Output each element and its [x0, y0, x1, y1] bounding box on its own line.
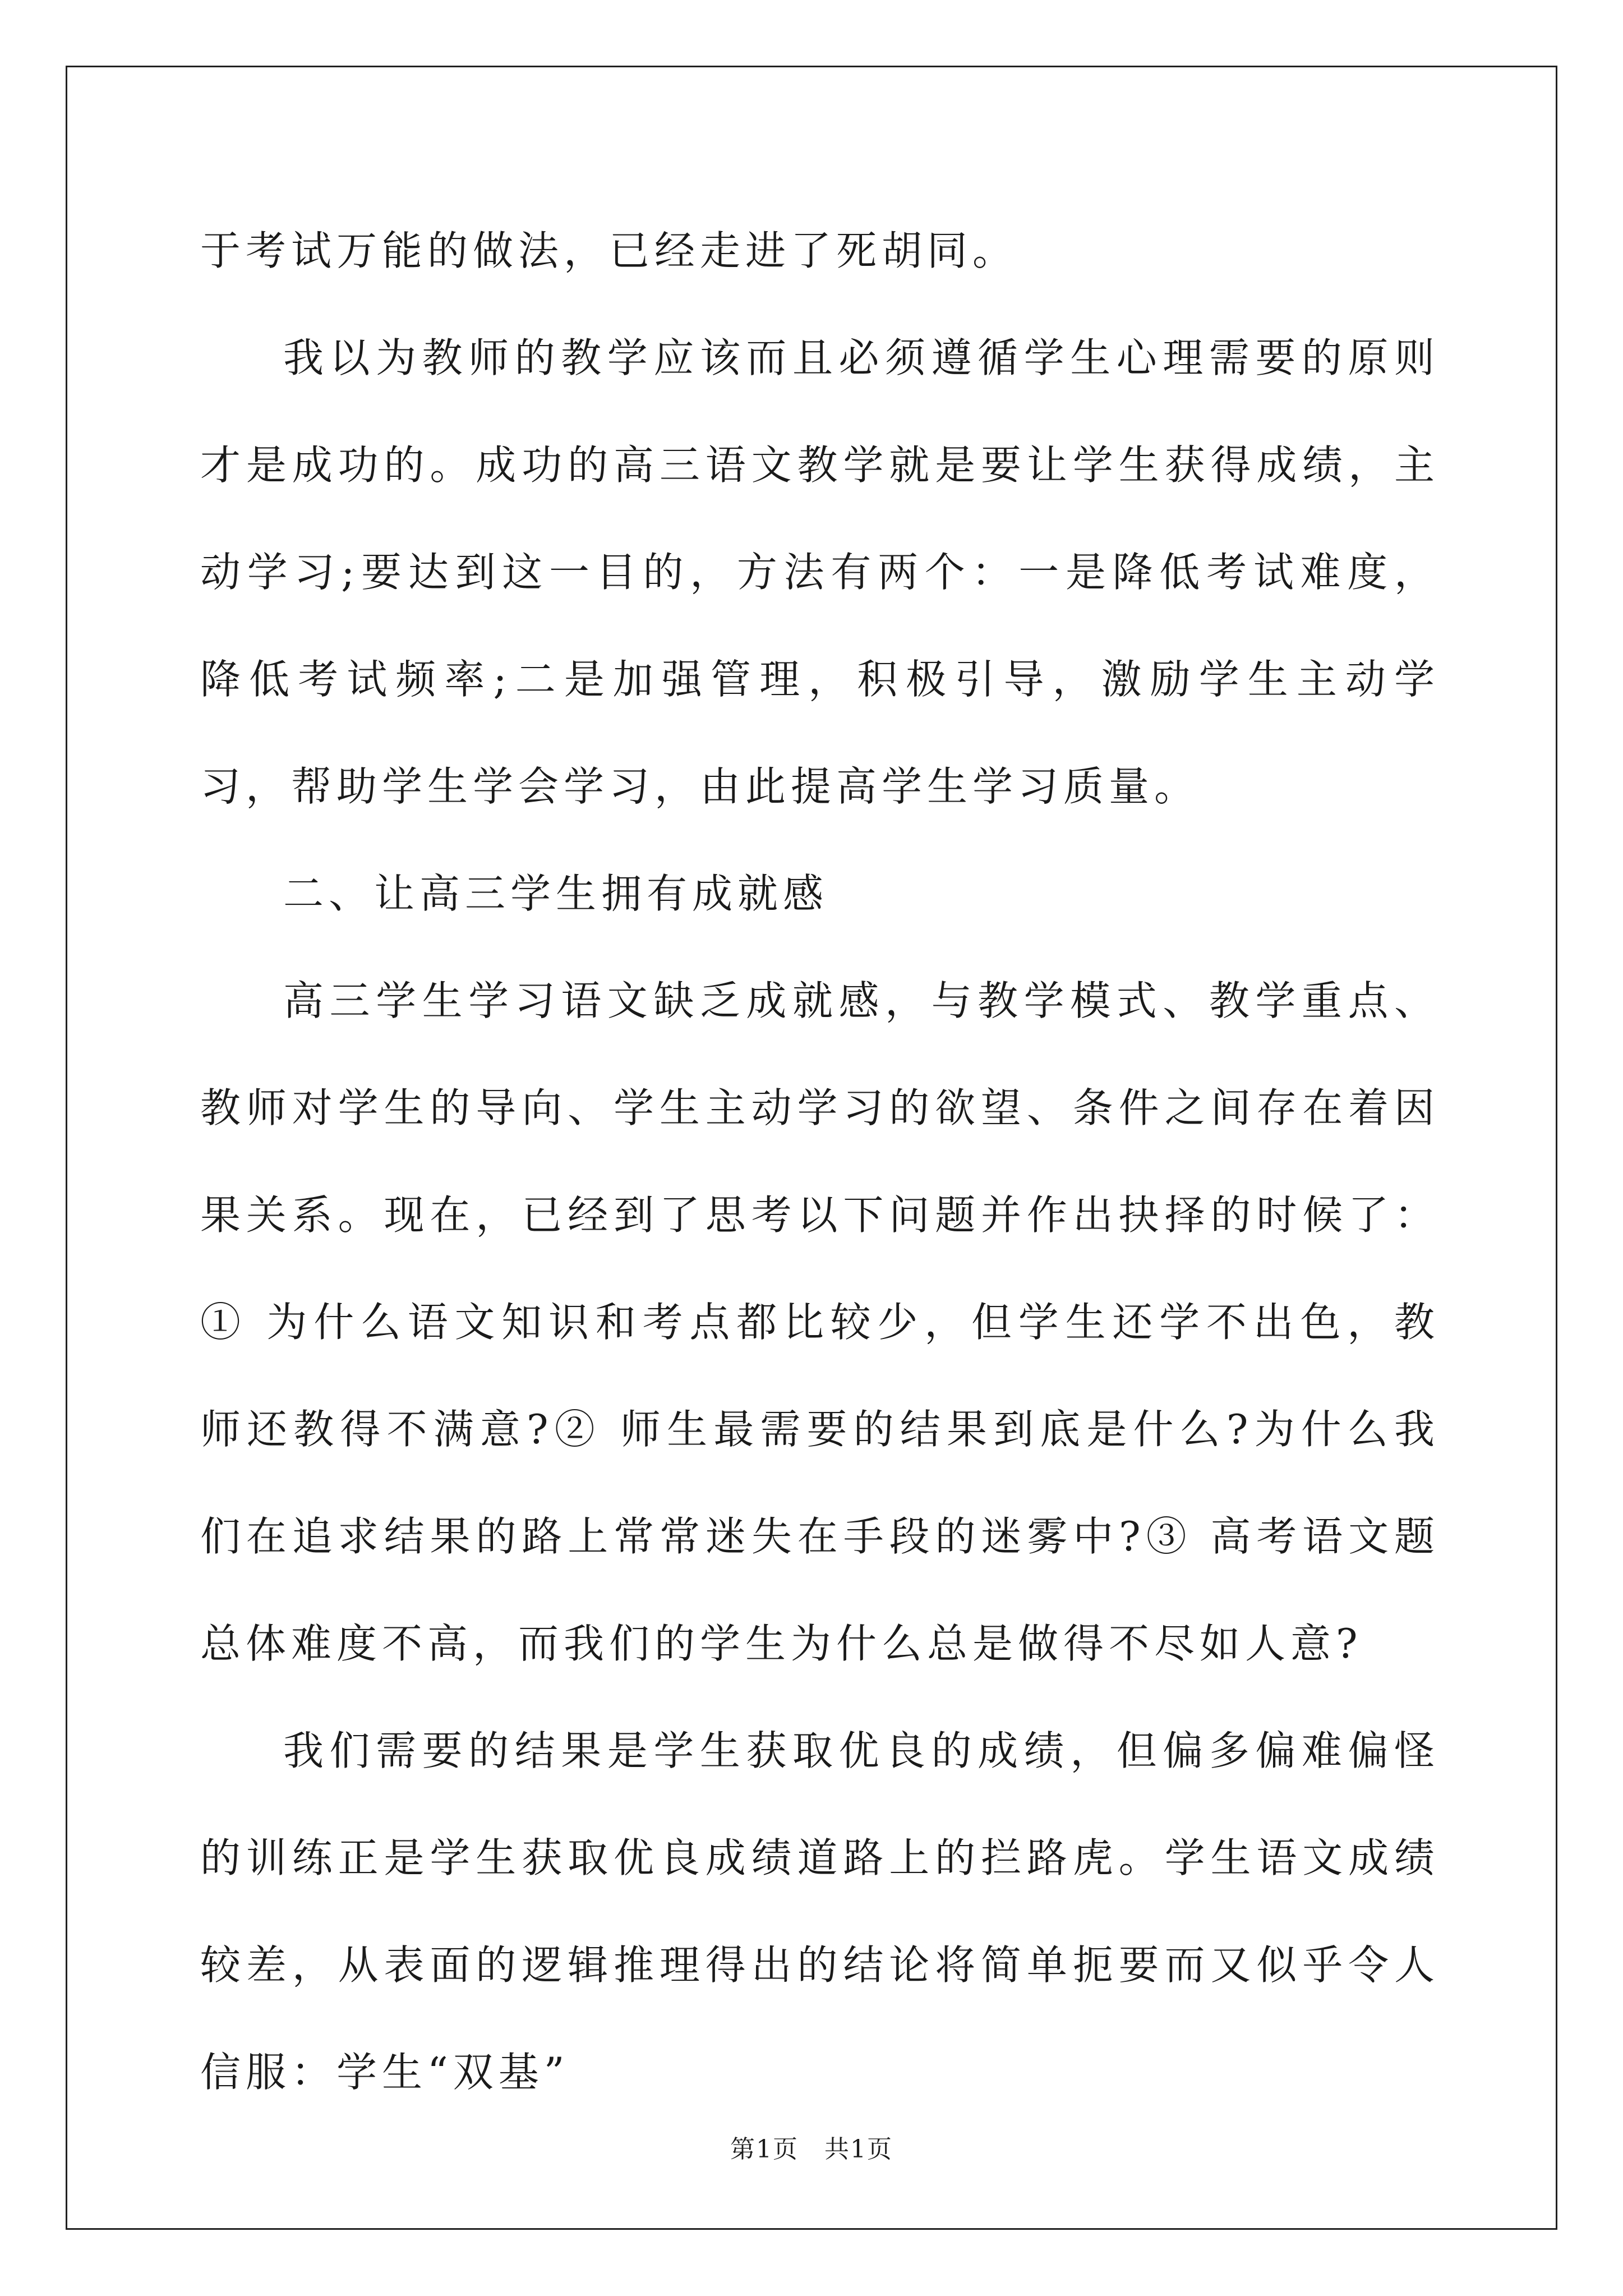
document-body [200, 197, 1440, 2126]
paragraph-achievement: 高三学生学习语文缺乏成就感，与教学模式、教学重点、教师对学生的导向、学生主动学习的欲望、条件之间存在着因果关系。现在，已经到了思考以下问题并作出抉择的时候了：① 为什么语文知识和考点都比较少，但学生还学不出色，教师还教得不满意?② 师生最需要的结果到底是什么?为什么我们在追求结果的路上常常迷失在手段的迷雾中?③ 高考语文题总体难度不高，而我们的学生为什么总是做得不尽如人意? [200, 977, 1440, 1667]
paragraph-results: 我们需要的结果是学生获取优良的成绩，但偏多偏难偏怪的训练正是学生获取优良成绩道路上的拦路虎。学生语文成绩较差，从表面的逻辑推理得出的结论将简单扼要而又似乎令人信服：学生“双基” [200, 1727, 1440, 2096]
section-heading: 二、让高三学生拥有成就感 [283, 870, 829, 917]
page-number: 第1页 共1页 [730, 2135, 893, 2164]
paragraph-success-principle: 我以为教师的教学应该而且必须遵循学生心理需要的原则才是成功的。成功的高三语文教学就是要让学生获得成绩，主动学习;要达到这一目的，方法有两个：一是降低考试难度，降低考试频率;二是加强管理，积极引导，激励学生主动学习，帮助学生学会学习，由此提高学生学习质量。 [200, 334, 1440, 810]
paragraph-continuation: 于考试万能的做法，已经走进了死胡同。 [200, 227, 1018, 274]
